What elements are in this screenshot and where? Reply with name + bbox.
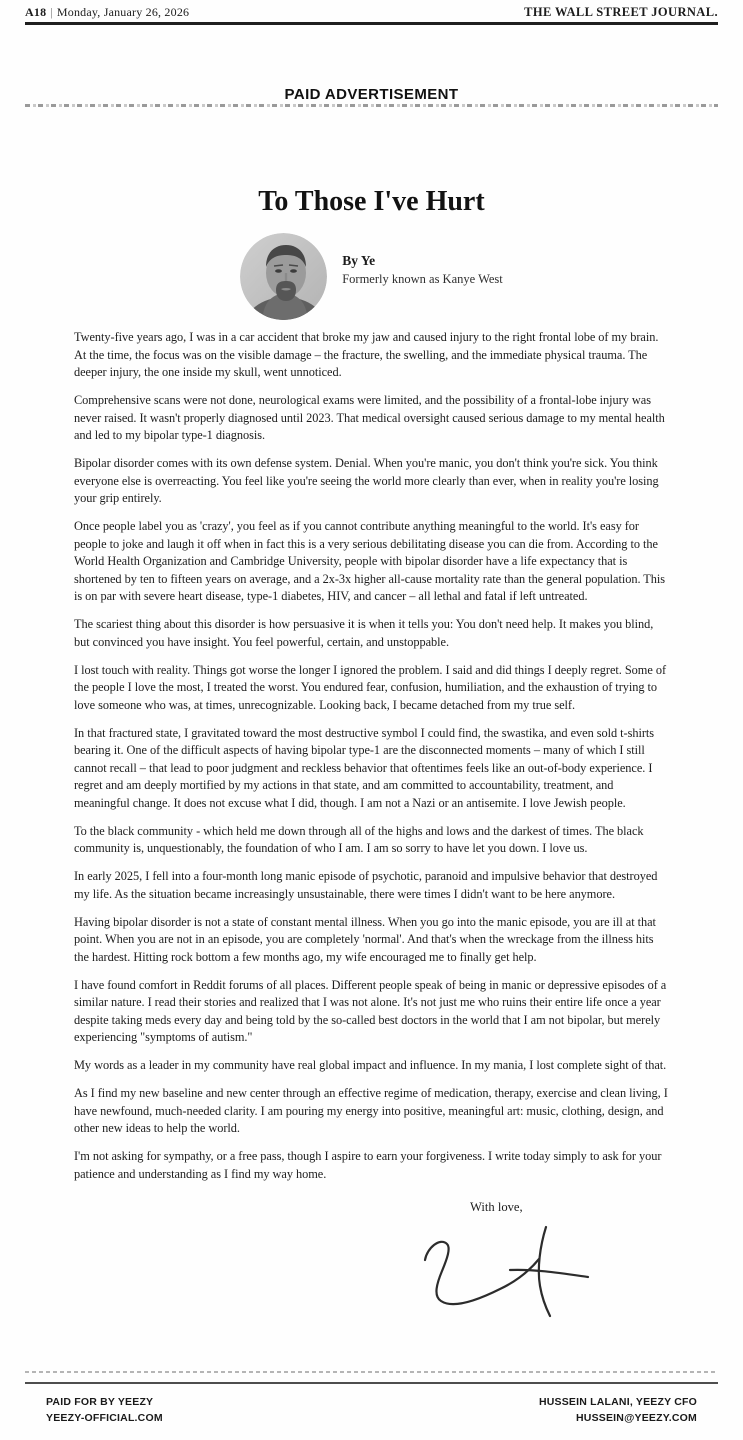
- ye-signature-icon: [420, 1224, 595, 1322]
- letter-body: [74, 329, 671, 1194]
- paid-for-by: PAID FOR BY YEEZY: [46, 1396, 154, 1408]
- folio-separator: |: [50, 5, 53, 19]
- byline-subtitle: Formerly known as Kanye West: [342, 271, 503, 286]
- portrait-photo-icon: [240, 233, 327, 320]
- page-header: [25, 0, 718, 20]
- folio-line: [25, 5, 189, 20]
- paragraph: In early 2025, I fell into a four-month long manic episode of psychotic, paranoid and impulsive behavior that destroyed my life. As the situation became increasingly unsustainable, there were times I didn't want to be here anymore.: [74, 869, 658, 901]
- page-footer: [25, 1371, 718, 1426]
- footer-solid-rule: [25, 1382, 718, 1384]
- paragraph: Once people label you as 'crazy', you feel as if you cannot contribute anything meaningful to the world. It's easy for people to joke and laugh it off when in fact this is a very serious debilitating disease you can die from. According to the World Health Organization and Cambridge University, people with bipolar disorder have a life expectancy that is shortened by ten to fifteen years on average, and a 2x-3x higher all-cause mortality rate than the general population. This is on par with severe heart disease, type-1 diabetes, HIV, and cancer – all lethal and fatal if left untreated.: [74, 519, 666, 603]
- paragraph: To the black community - which held me down through all of the highs and lows and the darkest of times. The black community is, unquestionably, the foundation of who I am. I am so sorry to have let you down. I love us.: [74, 823, 644, 855]
- header-rule: [25, 22, 718, 25]
- footer-contact-email: HUSSEIN@YEEZY.COM: [576, 1412, 697, 1424]
- paragraph: Having bipolar disorder is not a state of constant mental illness. When you go into the manic episode, you are ill at that point. When you are not in an episode, you are completely 'normal'. And that's when the wreckage from the illness hits the hardest. Hitting rock bottom a few months ago, my wife encouraged me to finally get help.: [74, 914, 656, 964]
- footer-contact-name: HUSSEIN LALANI, YEEZY CFO: [538, 1396, 697, 1408]
- footer-left: [46, 1394, 163, 1426]
- date-text: Monday, January 26, 2026: [56, 5, 190, 19]
- paid-advertisement-label: PAID ADVERTISEMENT: [284, 86, 459, 103]
- paragraph: In that fractured state, I gravitated toward the most destructive symbol I could find, the swastika, and even sold t-shirts bearing it. One of the difficult aspects of having bipolar type-1 are the disconnected moments – many of which I still cannot recall – that lead to poor judgment and reckless behavior that oftentimes feels like an out-of-body experience. I regret and am deeply mortified by my actions in that state, and am committed to accountability, treatment, and meaningful change. It does not excuse what I did, though. I am not a Nazi or an antisemite. I love Jewish people.: [74, 725, 655, 810]
- closing-salutation: With love,: [470, 1200, 523, 1214]
- paragraph: As I find my new baseline and new center through an effective regime of medication, therapy, exercise and clean living, I have newfound, much-needed clarity. I am pouring my energy into positive, meaningful art: music, clothing, design, and other new ideas to help the world.: [74, 1086, 668, 1135]
- byline-block: [0, 233, 743, 320]
- paragraph: I lost touch with reality. Things got worse the longer I ignored the problem. I said and did things I deeply regret. Some of the people I love the most, I treated the worst. You endured fear, confusion, humiliation, and the exhaustion of trying to love someone who was, at times, unrecognizable. Looking back, I became detached from my true self.: [74, 662, 667, 712]
- footer-right: [539, 1394, 697, 1426]
- paragraph: I have found comfort in Reddit forums of all places. Different people speak of being in manic or depressive episodes of a similar nature. I read their stories and realized that I was not alone. It's not just me who ruins their entire life once a year despite taking meds every day and being told by the so-called best doctors in the world that I am not bipolar, but merely experiencing "symptoms of autism.": [74, 977, 667, 1044]
- masthead-title: THE WALL STREET JOURNAL.: [524, 5, 718, 19]
- paragraph: Twenty-five years ago, I was in a car accident that broke my jaw and caused injury to the right frontal lobe of my brain. At the time, the focus was on the visible damage – the fracture, the swelling, and the immediate physical trauma. The deeper injury, the one inside my skull, went unnoticed.: [74, 330, 659, 379]
- banner-dashed-rule: [25, 104, 718, 107]
- portrait-photo: [240, 233, 327, 320]
- paragraph: The scariest thing about this disorder is how persuasive it is when it tells you: You don't need help. It makes you blind, but convinced you have insight. You feel powerful, certain, and unstoppable.: [74, 617, 654, 649]
- byline-author: By Ye: [342, 252, 376, 268]
- paragraph: Comprehensive scans were not done, neurological exams were limited, and the possibility of a frontal-lobe injury was never raised. It wasn't properly diagnosed until 2023. That medical oversight caused serious damage to my mental health and led to my bipolar type-1 diagnosis.: [74, 393, 665, 442]
- signature: [420, 1224, 595, 1327]
- paragraph: Bipolar disorder comes with its own defense system. Denial. When you're manic, you don't think you're sick. You think everyone else is overreacting. You feel like you're seeing the world more clearly than ever, when in reality you're losing your grip entirely.: [74, 456, 659, 505]
- byline-text: [342, 253, 503, 287]
- paragraph: I'm not asking for sympathy, or a free pass, though I aspire to earn your forgiveness. I write today simply to ask for your patience and understanding as I find my way home.: [74, 1149, 662, 1181]
- article-title: To Those I've Hurt: [258, 186, 485, 217]
- footer-row: [25, 1394, 718, 1426]
- footer-website: YEEZY-OFFICIAL.COM: [46, 1412, 163, 1424]
- paragraph: My words as a leader in my community have real global impact and influence. In my mania, I lost complete sight of that.: [74, 1058, 667, 1072]
- page-number: A18: [25, 5, 47, 19]
- footer-dotted-rule: [25, 1371, 718, 1373]
